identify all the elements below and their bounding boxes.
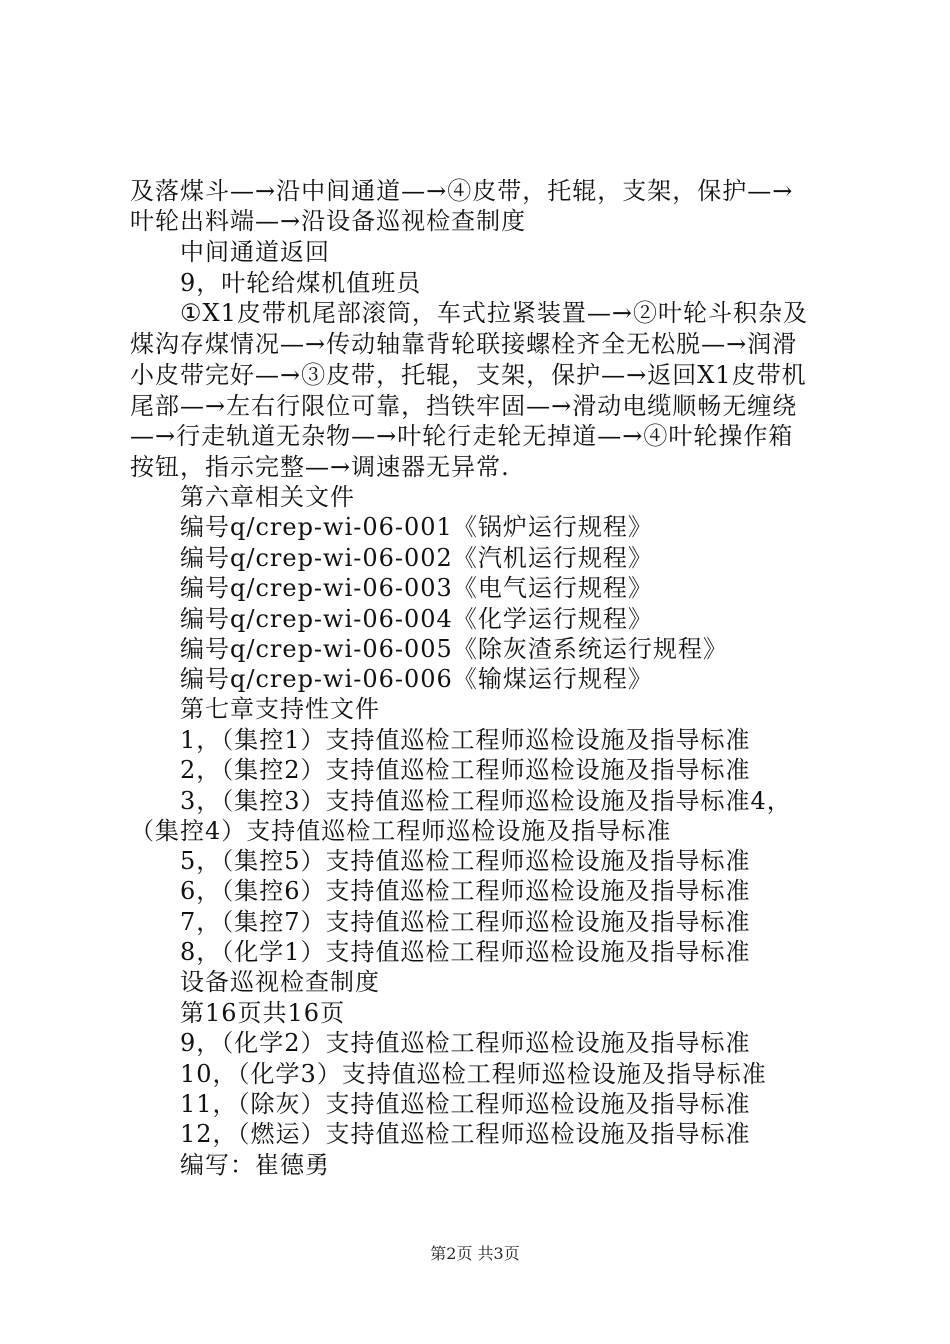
text-line: 尾部—→左右行限位可靠，挡铁牢固—→滑动电缆顺畅无缠绕 xyxy=(130,392,798,420)
section-heading: 9，叶轮给煤机值班员 xyxy=(180,269,422,297)
text-line: —→行走轨道无杂物—→叶轮行走轮无掉道—→④叶轮操作箱 xyxy=(130,422,794,450)
text-line: 中间通道返回 xyxy=(180,238,330,266)
list-item: 11，（除灰）支持值巡检工程师巡检设施及指导标准 xyxy=(180,1090,751,1118)
document-reference: 编号q/crep-wi-06-006《输煤运行规程》 xyxy=(180,665,653,693)
list-item: 9，（化学2）支持值巡检工程师巡检设施及指导标准 xyxy=(180,1029,751,1057)
document-reference: 编号q/crep-wi-06-003《电气运行规程》 xyxy=(180,574,653,602)
text-line: 设备巡视检查制度 xyxy=(180,968,380,996)
list-item: 10，（化学3）支持值巡检工程师巡检设施及指导标准 xyxy=(180,1060,767,1088)
chapter-heading: 第六章相关文件 xyxy=(180,483,355,511)
list-item: 1，（集控1）支持值巡检工程师巡检设施及指导标准 xyxy=(180,726,751,754)
list-item: 3，（集控3）支持值巡检工程师巡检设施及指导标准4， xyxy=(180,787,792,815)
list-item: 6，（集控6）支持值巡检工程师巡检设施及指导标准 xyxy=(180,877,751,905)
text-line: 及落煤斗—→沿中间通道—→④皮带，托辊，支架，保护—→ xyxy=(130,177,794,205)
list-item: 7，（集控7）支持值巡检工程师巡检设施及指导标准 xyxy=(180,908,751,936)
author-line: 编写：崔德勇 xyxy=(180,1151,330,1179)
text-line: 第16页共16页 xyxy=(180,999,346,1027)
chapter-heading: 第七章支持性文件 xyxy=(180,695,380,723)
document-reference: 编号q/crep-wi-06-004《化学运行规程》 xyxy=(180,605,653,633)
list-item: 12，（燃运）支持值巡检工程师巡检设施及指导标准 xyxy=(180,1120,751,1148)
list-item: 5，（集控5）支持值巡检工程师巡检设施及指导标准 xyxy=(180,847,751,875)
list-item: 8，（化学1）支持值巡检工程师巡检设施及指导标准 xyxy=(180,938,751,966)
list-item: 2，（集控2）支持值巡检工程师巡检设施及指导标准 xyxy=(180,756,751,784)
text-line: ①X1皮带机尾部滚筒，车式拉紧装置—→②叶轮斗积杂及 xyxy=(180,299,808,327)
document-reference: 编号q/crep-wi-06-001《锅炉运行规程》 xyxy=(180,513,653,541)
text-line: 煤沟存煤情况—→传动轴靠背轮联接螺栓齐全无松脱—→润滑 xyxy=(130,330,798,358)
document-reference: 编号q/crep-wi-06-005《除灰渣系统运行规程》 xyxy=(180,635,728,663)
text-line: 小皮带完好—→③皮带，托辊，支架，保护—→返回X1皮带机 xyxy=(130,361,807,389)
list-item: （集控4）支持值巡检工程师巡检设施及指导标准 xyxy=(130,817,672,845)
page-footer: 第2页 共3页 xyxy=(430,1244,520,1263)
text-line: 叶轮出料端—→沿设备巡视检查制度 xyxy=(130,207,527,235)
document-reference: 编号q/crep-wi-06-002《汽机运行规程》 xyxy=(180,544,653,572)
text-line: 按钮，指示完整—→调速器无异常. xyxy=(130,453,510,481)
